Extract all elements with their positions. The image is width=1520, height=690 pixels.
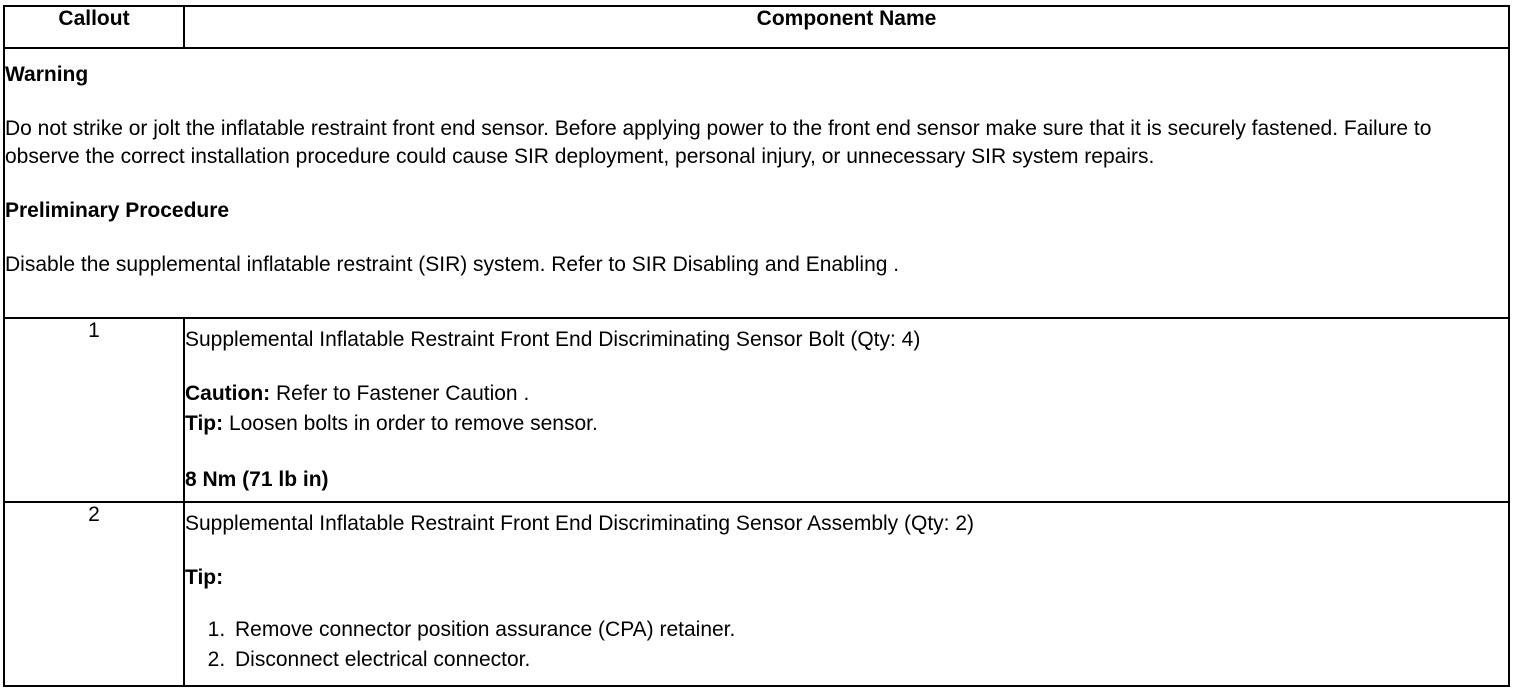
notice-cell [4, 48, 1509, 318]
component-cell [184, 502, 1509, 686]
callout-number: 2 [4, 502, 184, 686]
header-callout: Callout [4, 6, 184, 48]
tip-label: Tip: [185, 412, 224, 435]
procedure-table [3, 5, 1510, 687]
table-row [4, 502, 1509, 686]
list-item: 1. Remove connector position assurance (CPA) retainer. [231, 615, 1508, 645]
caution-text: Refer to Fastener Caution . [270, 382, 530, 405]
callout-number: 1 [4, 318, 184, 502]
header-row [4, 6, 1509, 48]
tip-line [185, 563, 1508, 593]
tip-label: Tip: [185, 566, 224, 589]
component-name: Supplemental Inflatable Restraint Front End Discriminating Sensor Bolt (Qty: 4) [185, 328, 921, 351]
caution-line [185, 379, 1508, 409]
step-list [185, 615, 1508, 675]
preliminary-text: Disable the supplemental inflatable restraint (SIR) system. Refer to SIR Disabling and Enabling . [5, 253, 900, 276]
tip-line [185, 409, 1508, 439]
caution-label: Caution: [185, 382, 271, 405]
tip-text: Loosen bolts in order to remove sensor. [223, 412, 598, 435]
header-component-name: Component Name [184, 6, 1509, 48]
notice-row [4, 48, 1509, 318]
preliminary-title: Preliminary Procedure [5, 199, 230, 222]
warning-text: Do not strike or jolt the inflatable restraint front end sensor. Before applying power to the front end sensor make sure that it is securely fastened. Failure to observe the correct installation procedure could cause SIR deployment, personal injury, or unnecessary SIR system repairs. [5, 117, 1432, 168]
component-name: Supplemental Inflatable Restraint Front End Discriminating Sensor Assembly (Qty: 2) [185, 512, 975, 535]
list-item: 2. Disconnect electrical connector. [231, 645, 1508, 675]
component-cell [184, 318, 1509, 502]
table-row [4, 318, 1509, 502]
warning-title: Warning [5, 63, 89, 86]
torque-spec: 8 Nm (71 lb in) [185, 468, 329, 491]
